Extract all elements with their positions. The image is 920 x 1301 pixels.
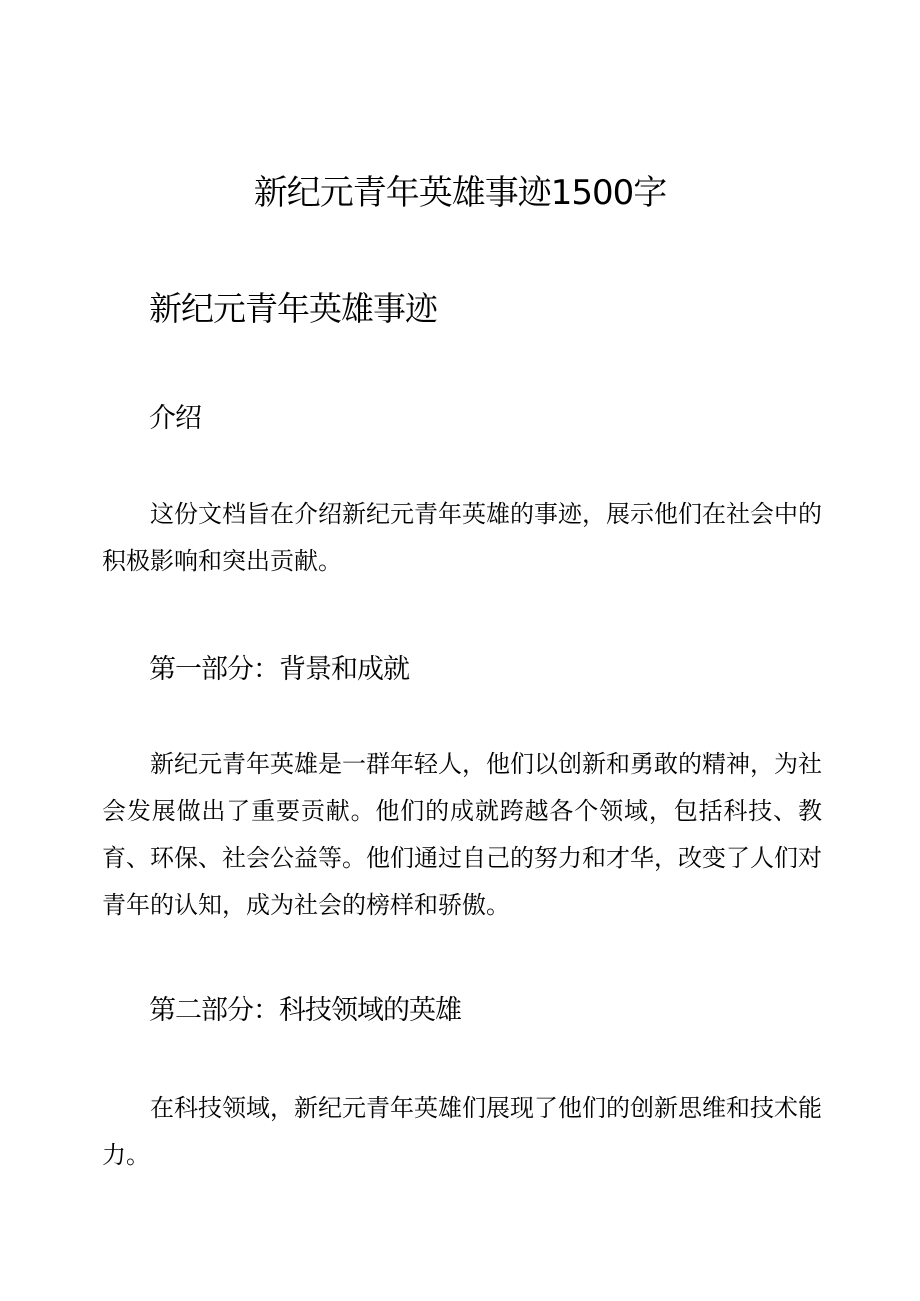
section-paragraph-technology: 在科技领域，新纪元青年英雄们展现了他们的创新思维和技术能力。 xyxy=(102,1094,822,1169)
main-heading: 新纪元青年英雄事迹 xyxy=(149,289,437,328)
section-heading-technology: 第二部分：科技领域的英雄 xyxy=(149,995,461,1026)
section-paragraph-background: 新纪元青年英雄是一群年轻人，他们以创新和勇敢的精神，为社会发展做出了重要贡献。他们的成就跨越各个领域，包括科技、教育、环保、社会公益等。他们通过自己的努力和才华，改变了人们对青年的认知，成为社会的榜样和骄傲。 xyxy=(102,750,822,919)
document-title: 新纪元青年英雄事迹1500字 xyxy=(253,173,667,213)
section-heading-intro: 介绍 xyxy=(149,403,201,434)
section-paragraph-intro: 这份文档旨在介绍新纪元青年英雄的事迹，展示他们在社会中的积极影响和突出贡献。 xyxy=(102,500,822,575)
section-heading-background: 第一部分：背景和成就 xyxy=(149,654,409,685)
